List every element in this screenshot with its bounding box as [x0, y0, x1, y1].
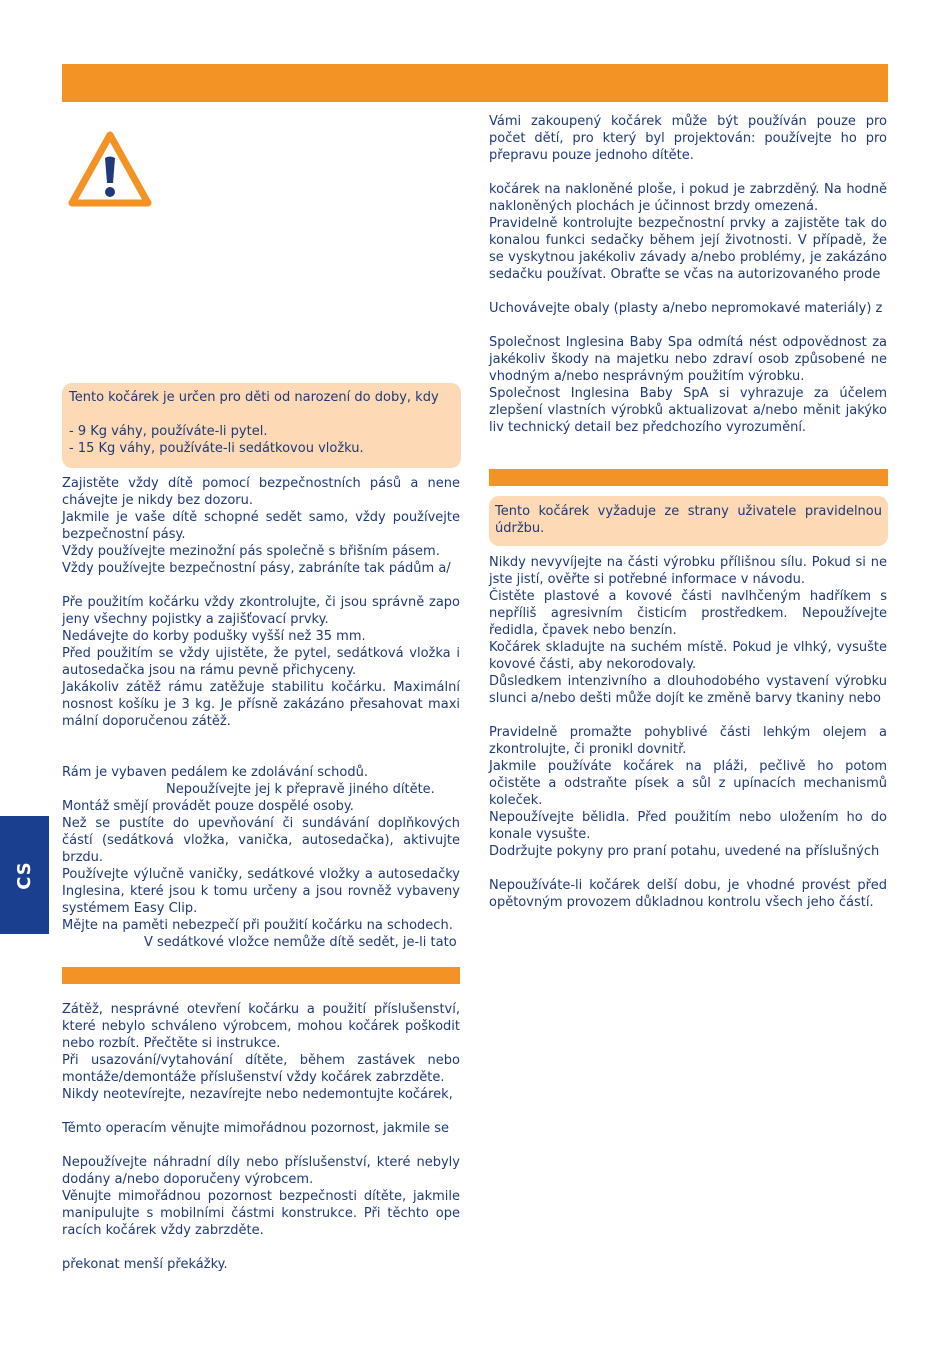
paragraph: Čistěte plastové a kovové části navlhčeným hadříkem s nepříliš agresivním čisticím prostředkem. Nepoužívejte ředidla, čpavek nebo benzín.	[489, 589, 887, 638]
paragraph: Kočárek skladujte na suchém místě. Pokud je vlhký, vysušte kovové části, aby nekorodovaly.	[489, 640, 887, 672]
paragraph: Dodržujte pokyny pro praní potahu, uvedené na příslušných	[489, 844, 880, 859]
paragraph: Vždy používejte bezpečnostní pásy, zabráníte tak pádům a/	[62, 561, 451, 576]
paragraph: Nikdy neotevírejte, nezavírejte nebo nedemontujte kočárek,	[62, 1087, 453, 1102]
note-text: Tento kočárek vyžaduje ze strany uživatele pravidelnou údržbu.	[495, 504, 882, 536]
language-tab-label: CS	[13, 860, 35, 890]
paragraph: Rám je vybaven pedálem ke zdolávání schodů.	[62, 765, 368, 780]
age-weight-note	[62, 383, 461, 468]
maintenance-note	[489, 496, 888, 546]
warning-triangle-icon	[66, 128, 154, 210]
paragraph: Vždy používejte mezinožní pás společně s břišním pásem.	[62, 544, 440, 559]
paragraph: Nepoužívejte bělidla. Před použitím nebo uložením ho do konale vysušte.	[489, 810, 887, 842]
paragraph: Těmto operacím věnujte mimořádnou pozornost, jakmile se	[62, 1121, 449, 1136]
paragraph: Jakmile používáte kočárek na pláži, pečlivě ho potom očistěte a odstraňte písek a sůl z upínacích mechanismů koleček.	[489, 759, 887, 808]
header-bar-orange	[62, 64, 888, 102]
paragraph: Uchovávejte obaly (plasty a/nebo nepromokavé materiály) z	[489, 301, 883, 316]
paragraph: Společnost Inglesina Baby Spa odmítá nést odpovědnost za jakékoliv škody na majetku nebo zdraví osob způsobené ne vhodným a/nebo nesprávným použitím výrobku.	[489, 335, 887, 384]
usage-text-left	[62, 1001, 460, 1273]
paragraph: Než se pustíte do upevňování či sundávání doplňkových částí (sedátková vložka, vanička, autosedačka), aktivujte brzdu.	[62, 816, 460, 865]
paragraph: Mějte na paměti nebezpečí při použití kočárku na schodech.	[62, 918, 453, 933]
paragraph: Nepoužívejte náhradní díly nebo příslušenství, které nebyly dodány a/nebo doporučeny výrobcem.	[62, 1155, 460, 1187]
section-bar-left	[62, 967, 460, 984]
paragraph: Nepoužívejte jej k přepravě jiného dítěte.	[166, 782, 435, 797]
paragraph: kočárek na nakloněné ploše, i pokud je zabrzděný. Na hodně nakloněných plochách je účinnost brzdy omezená.	[489, 182, 887, 214]
paragraph: Používejte výlučně vaničky, sedátkové vložky a autosedačky Inglesina, které jsou k tomu určeny a jsou rovněž vybaveny systémem Easy Clip.	[62, 867, 460, 916]
paragraph: Pravidelně promažte pohyblivé části lehkým olejem a zkontrolujte, či pronikl dovnitř.	[489, 725, 887, 757]
paragraph: Při usazování/vytahování dítěte, během zastávek nebo montáže/demontáže příslušenství vždy kočárek zabrzděte.	[62, 1053, 460, 1085]
paragraph: Pře použitím kočárku vždy zkontrolujte, či jsou správně zapo jeny všechny pojistky a zajišťovací prvky.	[62, 595, 460, 627]
paragraph: Nedávejte do korby podušky vyšší než 35 mm.	[62, 629, 366, 644]
note-item-vlozka: - 15 Kg váhy, používáte-li sedátkovou vložku.	[69, 441, 364, 456]
language-tab	[0, 816, 49, 934]
paragraph: V sedátkové vložce nemůže dítě sedět, je-li tato	[144, 935, 457, 950]
paragraph: Před použitím se vždy ujistěte, že pytel, sedátková vložka i autosedačka jsou na rámu pevně přichyceny.	[62, 646, 460, 678]
paragraph: Společnost Inglesina Baby SpA si vyhrazuje za účelem zlepšení vlastních výrobků aktualizovat a/nebo měnit jakýko liv technický detail bez předchozího vyrozumění.	[489, 386, 887, 435]
safety-text-left	[62, 475, 460, 951]
paragraph: Zajistěte vždy dítě pomocí bezpečnostních pásů a nene chávejte je nikdy bez dozoru.	[62, 476, 460, 508]
paragraph: Pravidelně kontrolujte bezpečnostní prvky a zajistěte tak do konalou funkci sedačky během její životnosti. V případě, že se vyskytnou jakékoliv závady a/nebo problémy, je zakázáno sedačku používat. Obraťte se včas na autorizovaného prode	[489, 216, 887, 282]
paragraph: Jakákoliv zátěž rámu zatěžuje stabilitu kočárku. Maximální nosnost košíku je 3 kg. Je přísně zakázáno přesahovat maxi mální doporučenou zátěž.	[62, 680, 460, 729]
paragraph: Vámi zakoupený kočárek může být používán pouze pro počet dětí, pro který byl projektován: používejte ho pro přepravu pouze jednoho dítěte.	[489, 114, 887, 163]
section-bar-right	[489, 469, 888, 486]
paragraph: Jakmile je vaše dítě schopné sedět samo, vždy používejte bezpečnostní pásy.	[62, 510, 460, 542]
paragraph: Zátěž, nesprávné otevření kočárku a použití příslušenství, které nebylo schváleno výrobcem, mohou kočárek poškodit nebo rozbít. Přečtěte si instrukce.	[62, 1002, 460, 1051]
paragraph: překonat menší překážky.	[62, 1257, 228, 1272]
paragraph: Důsledkem intenzivního a dlouhodobého vystavení výrobku slunci a/nebo dešti může dojít ke změně barvy tkaniny nebo	[489, 674, 887, 706]
maintenance-text-right	[489, 554, 887, 911]
note-item-pytel: - 9 Kg váhy, používáte-li pytel.	[69, 424, 268, 439]
note-intro: Tento kočárek je určen pro děti od narození do doby, kdy	[69, 390, 439, 405]
paragraph: Nikdy nevyvíjejte na části výrobku přílišnou sílu. Pokud si ne jste jistí, ověřte si potřebné informace v návodu.	[489, 555, 887, 587]
paragraph: Věnujte mimořádnou pozornost bezpečnosti dítěte, jakmile manipulujte s mobilními částmi konstrukce. Při těchto ope racích kočárek vždy zabrzděte.	[62, 1189, 460, 1238]
paragraph: Montáž smějí provádět pouze dospělé osoby.	[62, 799, 354, 814]
safety-text-right	[489, 113, 887, 436]
paragraph: Nepoužíváte-li kočárek delší dobu, je vhodné provést před opětovným provozem důkladnou kontrolu všech jeho částí.	[489, 878, 887, 910]
